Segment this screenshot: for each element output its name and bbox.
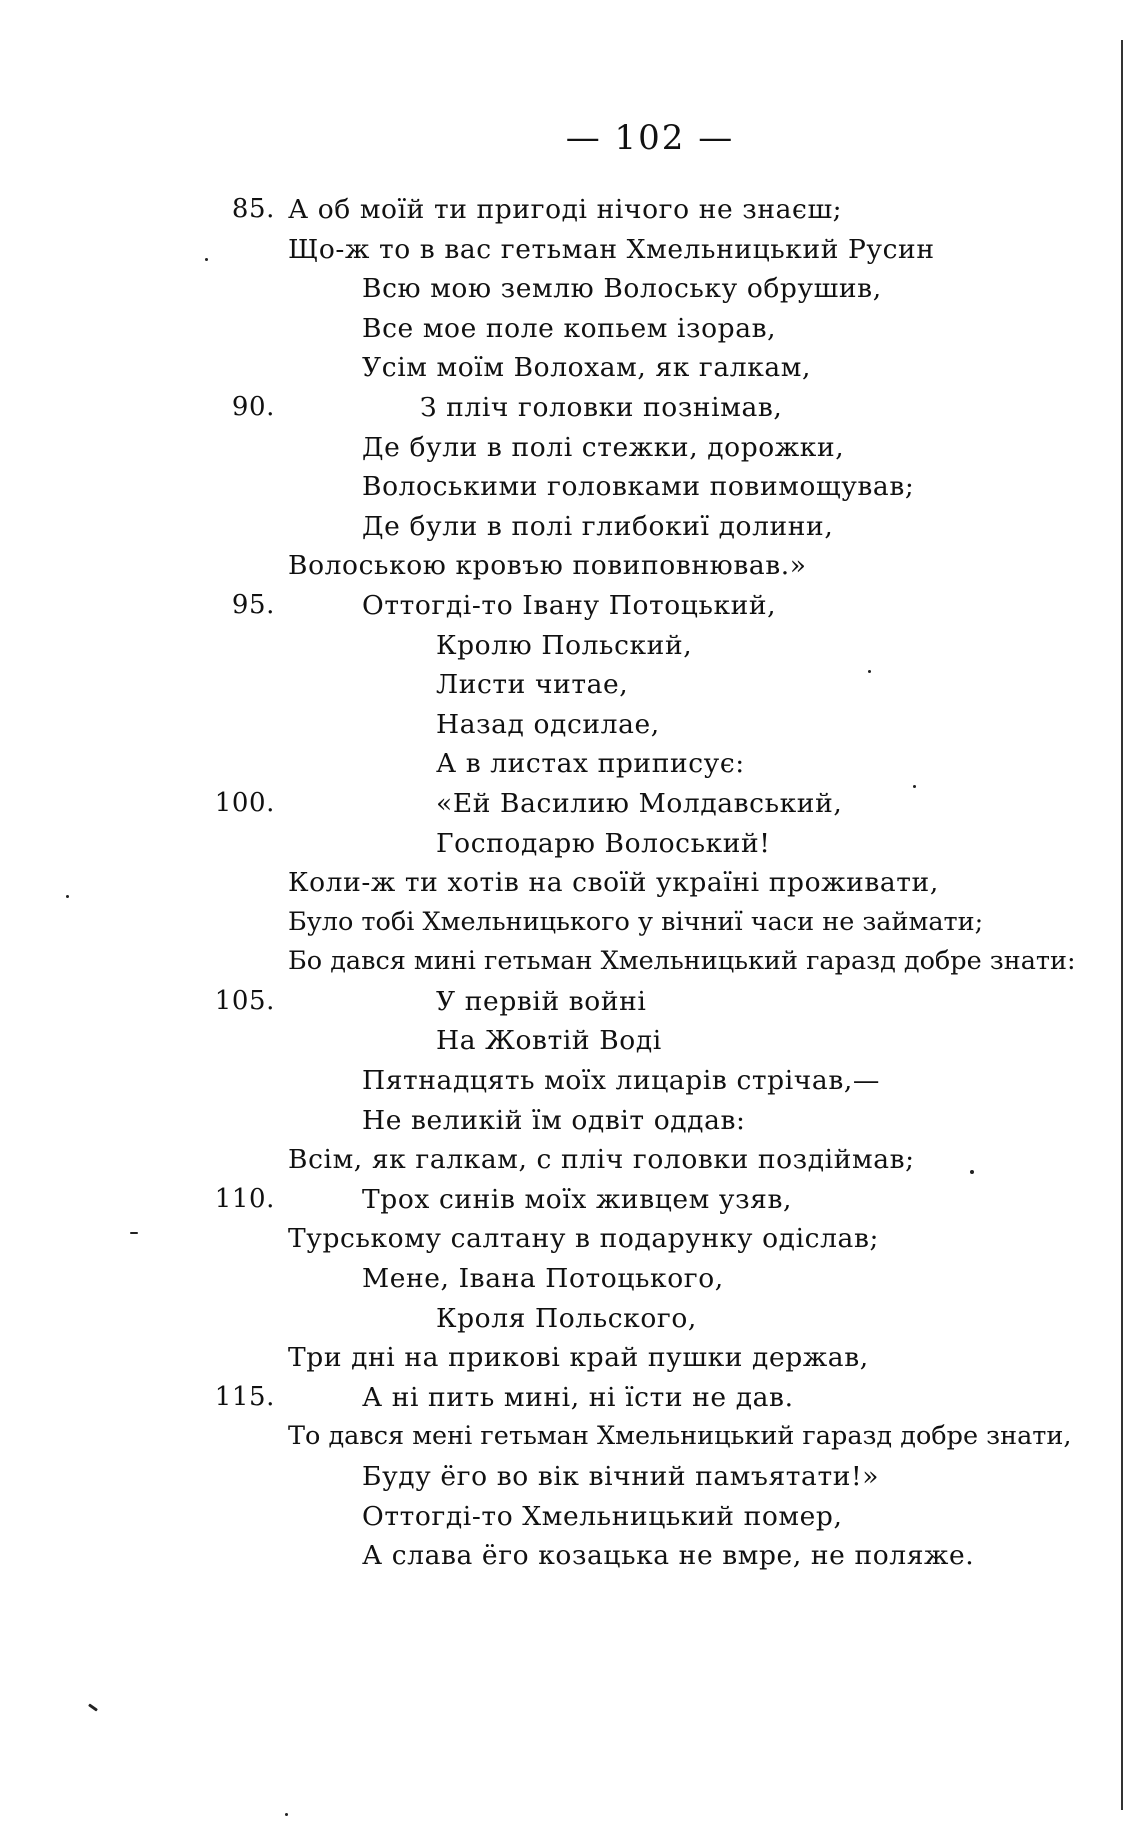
- line-text: Де були в полі глибокиї долини,: [362, 510, 834, 542]
- scan-speck: [130, 1232, 138, 1234]
- line-number: 100.: [214, 787, 275, 818]
- line-text: Не великій їм одвіт оддав:: [362, 1104, 746, 1136]
- line-text: Кролю Польский,: [436, 629, 693, 661]
- verse-line: [0, 507, 1140, 547]
- verse-line: [0, 784, 1140, 824]
- line-text: Назад одсилае,: [436, 708, 660, 740]
- scan-speck: [285, 1813, 288, 1816]
- line-text: Оттогді-то Івану Потоцький,: [362, 589, 777, 621]
- line-text: Трох синів моїх живцем узяв,: [362, 1183, 792, 1215]
- verse-line: [0, 863, 1140, 903]
- verse-line: [0, 1021, 1140, 1061]
- line-text: Все мое поле копьем ізорав,: [362, 312, 777, 344]
- verse-line: [0, 1061, 1140, 1101]
- line-text: Турському салтану в подарунку одіслав;: [288, 1223, 879, 1255]
- verse-line: [0, 190, 1140, 230]
- page-edge-rule: [1121, 40, 1123, 1810]
- verse-line: [0, 626, 1140, 666]
- line-number: 95.: [231, 589, 275, 620]
- line-text: Господарю Волоський!: [436, 827, 771, 859]
- verse-line: [0, 1338, 1140, 1378]
- verse-line: [0, 1101, 1140, 1141]
- scan-speck: [913, 785, 916, 788]
- scan-speck: [88, 1703, 98, 1711]
- verse-line: [0, 942, 1140, 982]
- page-number: — 102 —: [565, 118, 735, 158]
- verse-line: [0, 1259, 1140, 1299]
- verse-line: [0, 428, 1140, 468]
- verse-line: [0, 824, 1140, 864]
- verse-line: [0, 467, 1140, 507]
- verse-line: [0, 903, 1140, 943]
- verse-block: [0, 190, 1140, 1576]
- line-number: 105.: [214, 985, 275, 1016]
- verse-line: [0, 1299, 1140, 1339]
- line-text: Всім, як галкам, с пліч головки поздіймав;: [288, 1144, 915, 1176]
- line-text: Де були в полі стежки, дорожки,: [362, 431, 845, 463]
- verse-line: [0, 1536, 1140, 1576]
- verse-line: [0, 1457, 1140, 1497]
- scan-speck: [205, 258, 208, 261]
- verse-line: [0, 1417, 1140, 1457]
- line-text: А ні пить мині, ні їсти не дав.: [362, 1381, 794, 1413]
- line-text: Кроля Польского,: [436, 1302, 697, 1334]
- scan-speck: [970, 1170, 974, 1174]
- line-text: На Жовтій Воді: [436, 1025, 662, 1057]
- scan-speck: [868, 670, 871, 673]
- line-text: Коли-ж ти хотів на своїй украïнi проживати,: [288, 867, 939, 899]
- line-text: Три дні на прикові край пушки держав,: [288, 1342, 869, 1374]
- verse-line: [0, 586, 1140, 626]
- verse-line: [0, 1497, 1140, 1537]
- line-number: 85.: [231, 194, 275, 224]
- verse-line: [0, 388, 1140, 428]
- verse-line: [0, 744, 1140, 784]
- line-text: Буду ёго во вік вічний памъятати!»: [362, 1461, 880, 1492]
- line-text: А в листах приписує:: [436, 748, 745, 780]
- verse-line: [0, 982, 1140, 1022]
- line-text: А слава ёго козацька не вмре, не поляже.: [362, 1540, 975, 1572]
- verse-line: [0, 309, 1140, 349]
- verse-line: [0, 269, 1140, 309]
- verse-line: [0, 230, 1140, 270]
- verse-line: [0, 665, 1140, 705]
- line-text: З пліч головки познімав,: [420, 391, 783, 423]
- line-text: Мене, Івана Потоцького,: [362, 1263, 724, 1295]
- line-number: 110.: [214, 1183, 275, 1214]
- line-text: Всю мою землю Волоську обрушив,: [362, 273, 882, 305]
- line-text: Волоськими головками повимощував;: [362, 471, 915, 503]
- scan-speck: [66, 895, 69, 898]
- line-text: Бо дався мині гетьман Хмельницький гаразд добре знати:: [288, 946, 1076, 977]
- verse-line: [0, 1378, 1140, 1418]
- line-number: 90.: [231, 391, 275, 422]
- line-text: А об моїй ти пригоді нічого не знаєш;: [288, 194, 843, 225]
- verse-line: [0, 1219, 1140, 1259]
- line-text: Усім моїм Волохам, як галкам,: [362, 352, 812, 384]
- verse-line: [0, 546, 1140, 586]
- verse-line: [0, 1140, 1140, 1180]
- line-text: Пятнадцять моїх лицарів стрічав,—: [362, 1065, 880, 1097]
- line-text: То дався мені гетьман Хмельницький гаразд добре знати,: [288, 1421, 1072, 1452]
- line-text: Що-ж то в вас гетьман Хмельницький Русин: [288, 233, 935, 265]
- line-text: «Ей Василию Молдавський,: [436, 787, 843, 819]
- line-text: Волоською кровъю повиповнював.»: [288, 550, 807, 582]
- verse-line: [0, 1180, 1140, 1220]
- line-text: У первій войні: [436, 985, 647, 1017]
- line-text: Оттогді-то Хмельницький помер,: [362, 1500, 843, 1532]
- verse-line: [0, 705, 1140, 745]
- line-text: Листи читае,: [436, 669, 629, 701]
- verse-line: [0, 348, 1140, 388]
- line-number: 115.: [214, 1381, 275, 1412]
- line-text: Було тобі Хмельницького у вічниї часи не займати;: [288, 906, 984, 937]
